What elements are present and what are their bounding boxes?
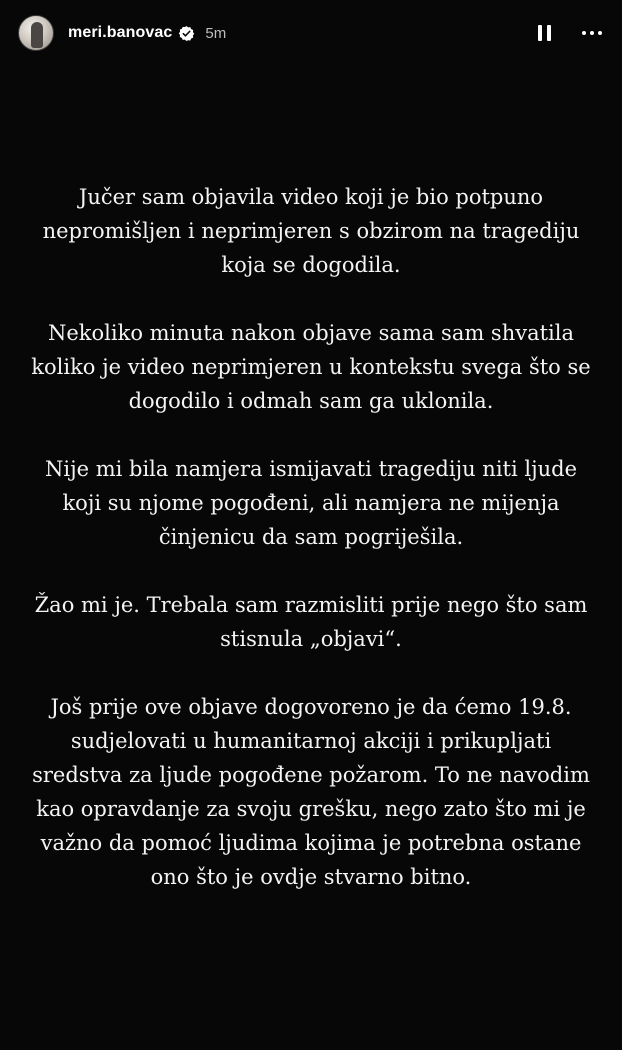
pause-bar-right [547, 25, 551, 41]
verified-badge-icon [178, 25, 195, 42]
post-time: 5m [205, 24, 227, 42]
story-text [24, 180, 598, 894]
more-options-icon[interactable] [578, 19, 606, 47]
username[interactable]: meri.banovac [68, 24, 173, 41]
pause-bar-left [538, 25, 542, 41]
paragraph-3: Nije mi bila namjera ismijavati tragediju niti ljude koji su njome pogođeni, ali namjera ne mijenja činjenicu da sam pogriješila. [44, 457, 577, 549]
paragraph-4: Žao mi je. Trebala sam razmisliti prije nego što sam stisnula „objavi“. [34, 593, 588, 651]
pause-icon[interactable] [530, 19, 558, 47]
more-dot-3 [598, 31, 602, 35]
paragraph-2: Nekoliko minuta nakon objave sama sam shvatila koliko je video neprimjeren u kontekstu svega što se dogodilo i odmah sam ga uklonila. [31, 321, 591, 413]
avatar-figure [31, 22, 43, 48]
paragraph-5: Još prije ove objave dogovoreno je da ćemo 19.8. sudjelovati u humanitarnoj akciji i prikupljati sredstva za ljude pogođene požarom. To ne navodim kao opravdanje za svoju grešku, nego zato što mi je važno da pomoć ljudima kojima je potrebna ostane ono što je ovdje stvarno bitno. [32, 695, 590, 889]
more-dot-1 [582, 31, 586, 35]
avatar[interactable] [18, 15, 54, 51]
paragraph-1: Jučer sam objavila video koji je bio potpuno nepromišljen i neprimjeren s obzirom na tragediju koja se dogodila. [42, 185, 580, 277]
story-header [0, 0, 622, 66]
more-dot-2 [590, 31, 594, 35]
